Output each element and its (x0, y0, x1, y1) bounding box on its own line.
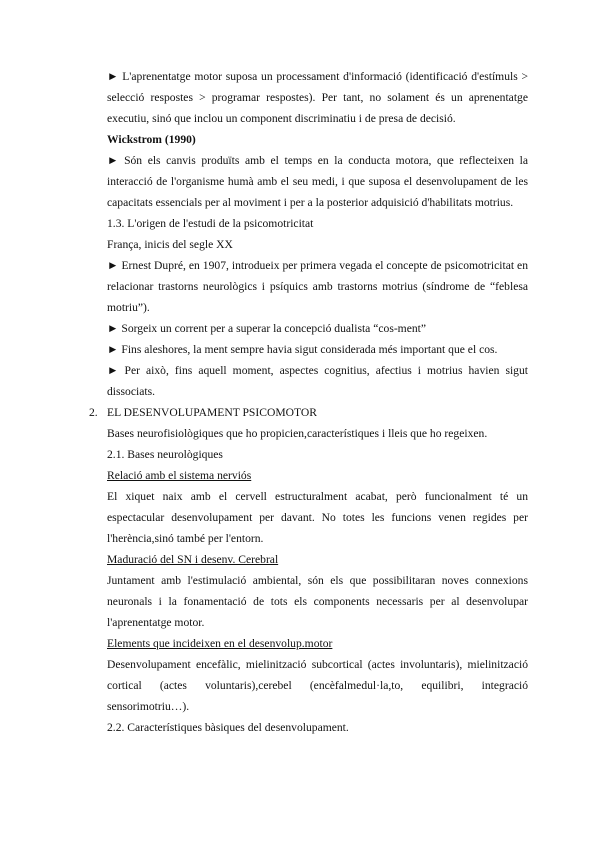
section-number: 2. (89, 406, 98, 419)
paragraph-xiquet: El xiquet naix amb el cervell estructuralment acabat, però funcionalment té un espectacular desenvolupament per davant. No totes les funcions venen regides per l'herència,sinó també per l'entorn. (107, 490, 528, 545)
section-heading-2 (89, 402, 528, 423)
paragraph-estimulacio: Juntament amb l'estimulació ambiental, són els que possibilitaran noves connexions neuronals i la fonamentació de tots els components necessaris per al desenvolupar l'aprenentatge motor. (107, 574, 528, 629)
bullet-ment: ► Fins aleshores, la ment sempre havia sigut considerada més important que el cos. (107, 343, 498, 356)
paragraph-dupre: ► Ernest Dupré, en 1907, introdueix per primera vegada el concepte de psicomotricitat en relacionar trastorns neurològics i psíquics amb trastorns motrius (síndrome de “feblesa motriu”). (107, 259, 528, 314)
section-title: EL DESENVOLUPAMENT PSICOMOTOR (107, 406, 317, 419)
bullet-dissociats: ► Per això, fins aquell moment, aspectes cognitius, afectius i motrius havien sigut dissociats. (107, 364, 528, 398)
paragraph-wickstrom-definition: ► Són els canvis produïts amb el temps en la conducta motora, que reflecteixen la interacció de l'organisme humà amb el seu medi, i que suposa el desenvolupament de les capacitats essencials per al moviment i per a la posterior adquisició d'habilitats motrius. (107, 154, 528, 209)
underlined-heading-sistema-nervios: Relació amb el sistema nerviós (107, 469, 252, 482)
section-heading-1-3: 1.3. L'origen de l'estudi de la psicomotricitat (107, 217, 314, 230)
heading-wickstrom: Wickstrom (1990) (107, 133, 196, 146)
subheading-franca: França, inicis del segle XX (107, 238, 233, 251)
paragraph-motor-learning: ► L'aprenentatge motor suposa un processament d'informació (identificació d'estímuls > selecció respostes > programar respostes). Per tant, no solament és un aprenentatge executiu, sinó que inclou un component discriminatiu i de presa de decisió. (107, 70, 528, 125)
underlined-heading-maduracio: Maduració del SN i desenv. Cerebral (107, 553, 279, 566)
underlined-heading-elements: Elements que incideixen en el desenvolup.motor (107, 637, 333, 650)
bullet-corrent: ► Sorgeix un corrent per a superar la concepció dualista “cos-ment” (107, 322, 427, 335)
section-heading-2-2: 2.2. Característiques bàsiques del desenvolupament. (107, 721, 349, 734)
section-heading-2-1: 2.1. Bases neurològiques (107, 448, 223, 461)
paragraph-desenvolupament-encefalic: Desenvolupament encefàlic, mielinització subcortical (actes involuntaris), mielinització cortical (actes voluntaris),cerebel (encèfalmedul·la,to, equilibri, integració sensorimotriu…). (107, 658, 528, 713)
paragraph-bases: Bases neurofisiològiques que ho propicien,característiques i lleis que ho regeixen. (107, 427, 488, 440)
